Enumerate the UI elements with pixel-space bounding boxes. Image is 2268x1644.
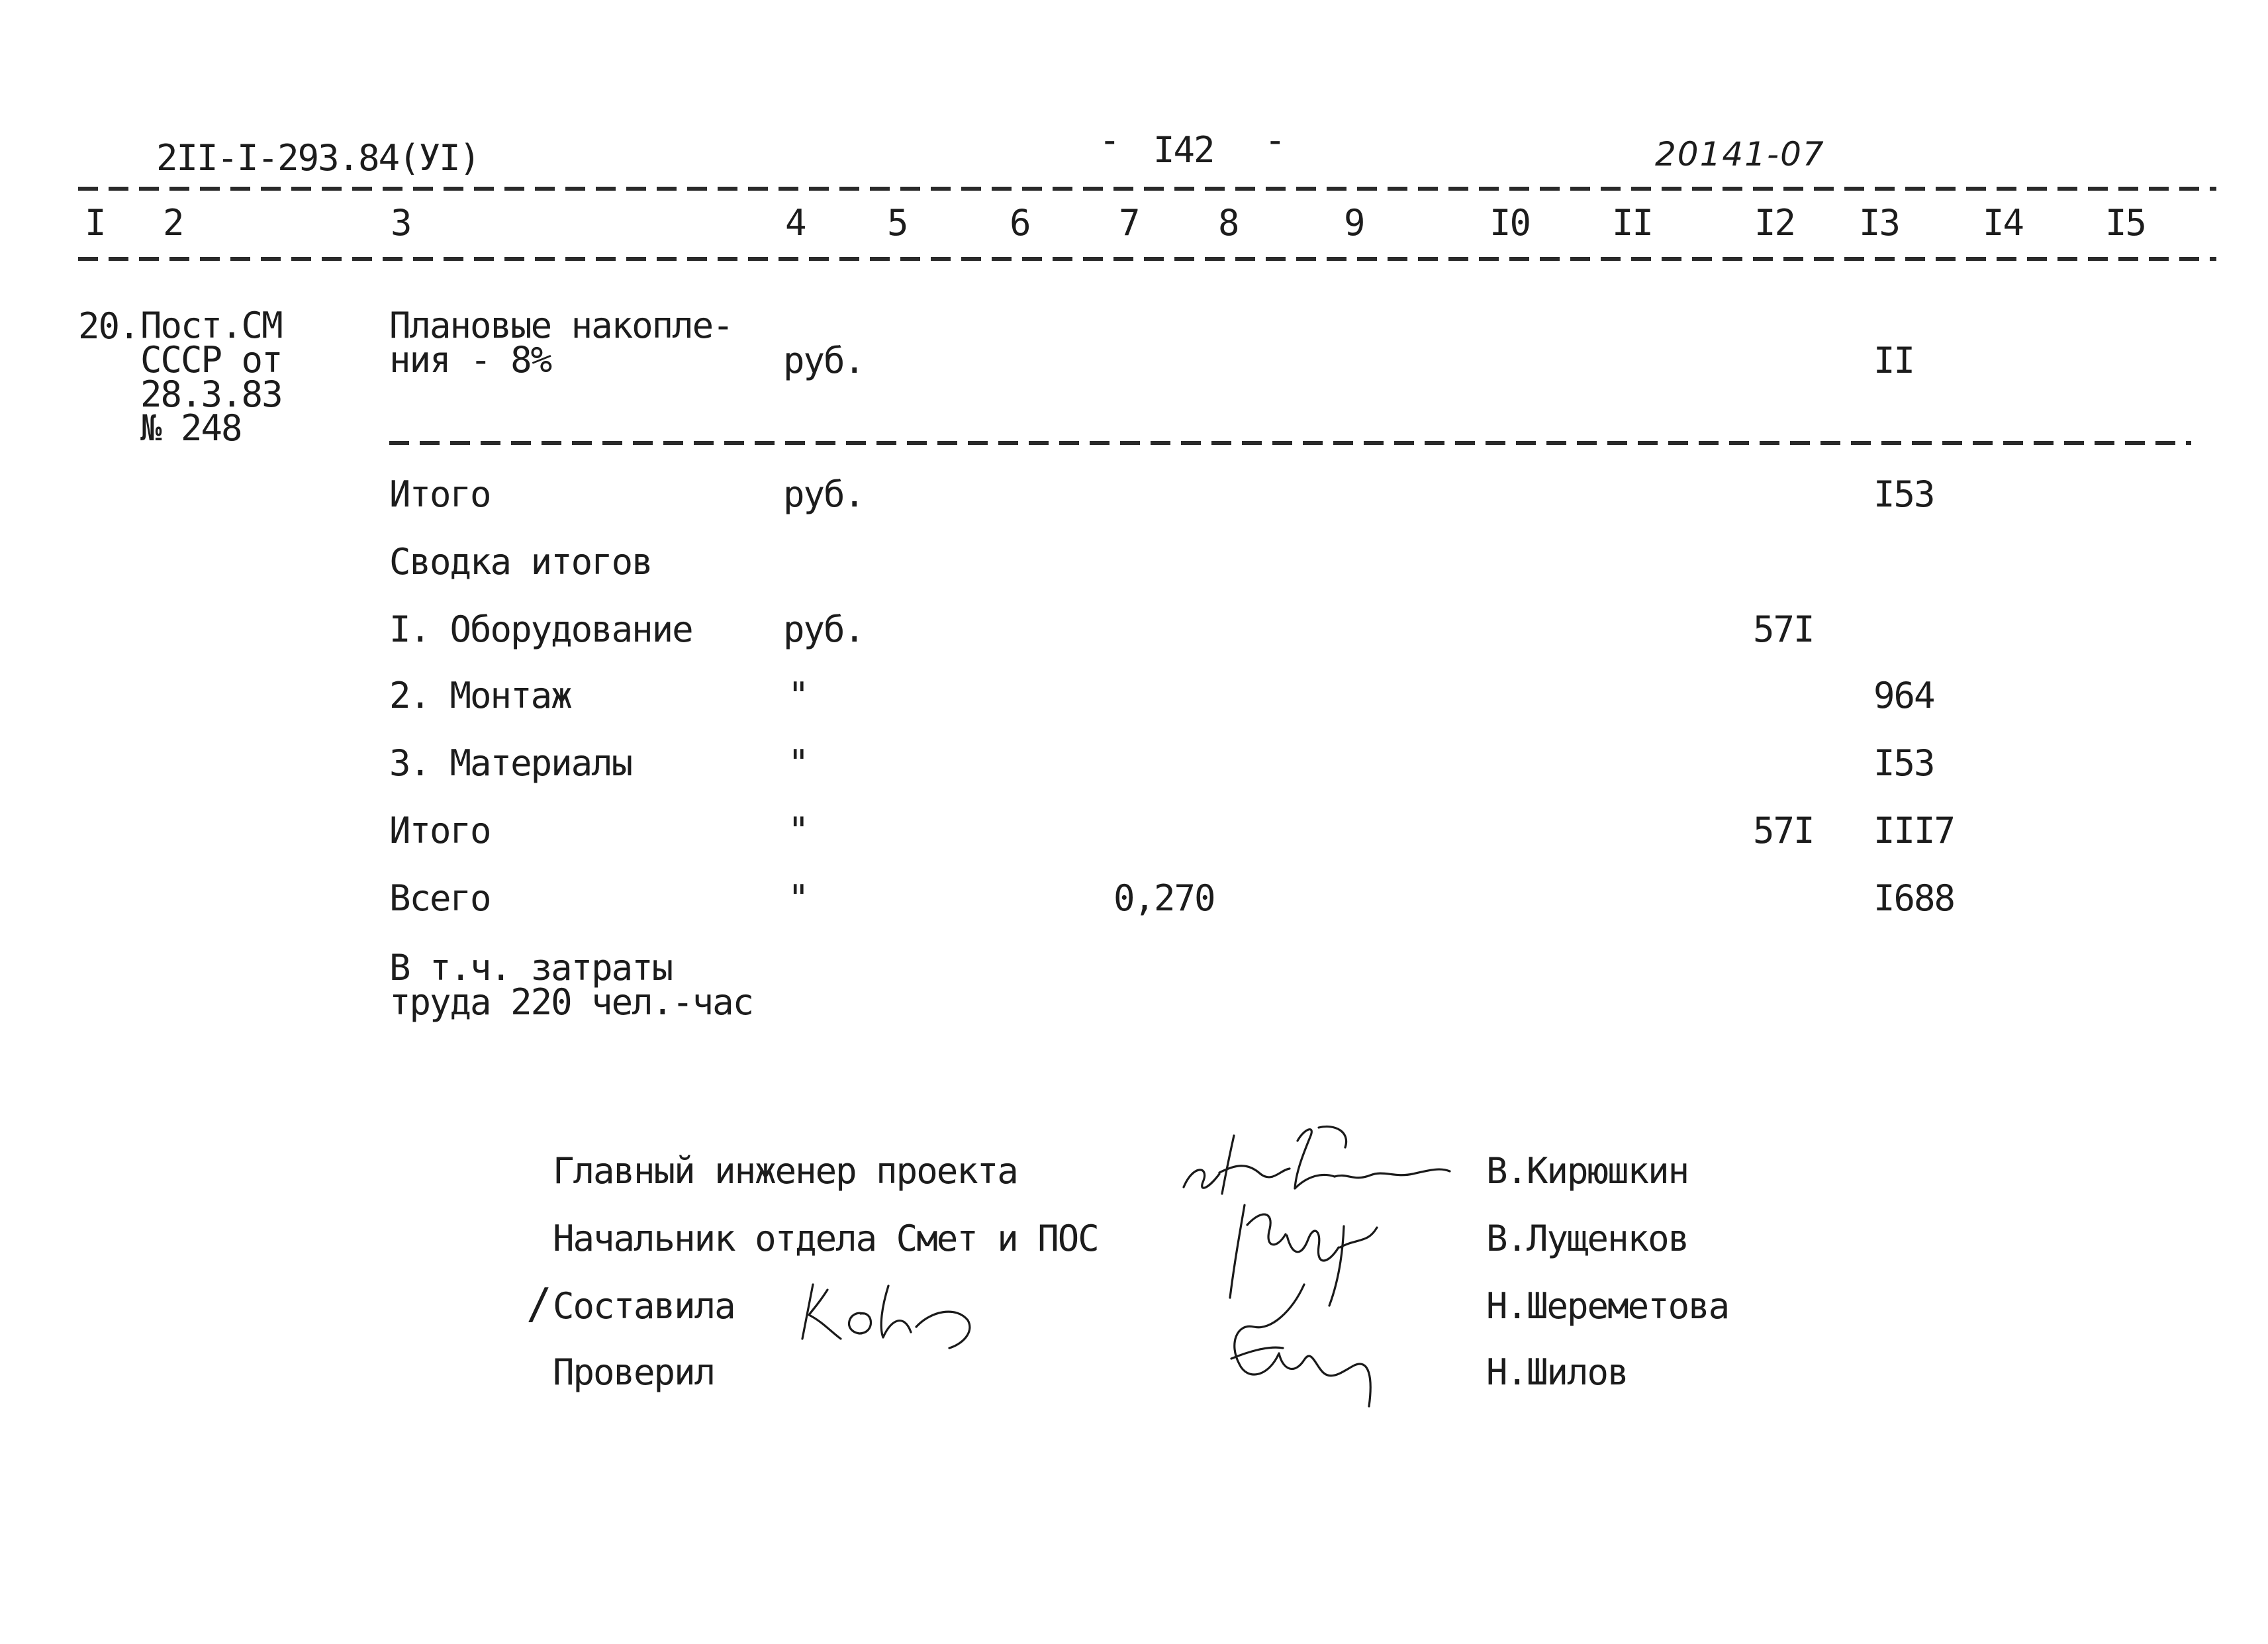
page-dash-right: - (1264, 119, 1285, 161)
page-dash-left: - (1099, 119, 1119, 161)
row-unit: " (788, 877, 808, 919)
column-number: I0 (1489, 202, 1531, 244)
column-number: 3 (391, 202, 411, 244)
compiler-mark: / (526, 1280, 551, 1329)
entry-unit: руб. (783, 340, 865, 381)
row-col13: I53 (1873, 742, 1934, 784)
checker-signature (1205, 1271, 1390, 1417)
row-unit: руб. (783, 473, 865, 515)
signature-name: В.Лущенков (1486, 1218, 1689, 1259)
column-number: 4 (785, 202, 806, 244)
row-unit: " (788, 675, 808, 716)
row-label: Итого (389, 810, 491, 851)
row-label: Всего (389, 877, 491, 919)
column-number: II (1612, 202, 1653, 244)
column-number: 8 (1218, 202, 1239, 244)
row-unit: " (788, 742, 808, 784)
compiler-initials-signature (794, 1271, 980, 1351)
archive-number: 20141-07 (1655, 135, 1825, 173)
page-number: I42 (1153, 129, 1214, 171)
row-unit: " (788, 810, 808, 851)
header-rule-bottom (78, 257, 2216, 261)
row-label: 2. Монтаж (389, 675, 571, 716)
row-label: 3. Материалы (389, 742, 632, 784)
column-number: 9 (1344, 202, 1364, 244)
column-number: I2 (1754, 202, 1795, 244)
column-number: I3 (1859, 202, 1900, 244)
row-col12: 57I (1753, 608, 1814, 650)
labor-note: В т.ч. затраты труда 220 чел.-час (389, 947, 753, 1023)
entry-col13: II (1873, 340, 1914, 381)
signature-name: Н.Шилов (1486, 1351, 1628, 1393)
row-label: Сводка итогов (389, 541, 652, 583)
row-col13: I53 (1873, 473, 1934, 515)
row-label: Итого (389, 473, 491, 515)
column-number: I (85, 202, 105, 244)
column-number: 6 (1010, 202, 1030, 244)
signature-role: Начальник отдела Смет и ПОС (553, 1218, 1098, 1259)
row-unit: руб. (783, 608, 865, 650)
document-code: 2II-I-293.84(УI) (156, 137, 480, 179)
entry-separator (389, 441, 2191, 445)
column-number: 5 (887, 202, 908, 244)
header-rule-top (78, 187, 2216, 191)
row-col13: 964 (1873, 675, 1934, 716)
signature-role: Главный инженер проекта (553, 1150, 1017, 1192)
signature-name: В.Кирюшкин (1486, 1150, 1689, 1192)
signature-role: Составила (553, 1285, 735, 1327)
column-number: I4 (1983, 202, 2024, 244)
entry-basis: Пост.СМ СССР от 28.3.83 № 248 (140, 305, 282, 450)
row-col13: I688 (1873, 877, 1955, 919)
column-number: 2 (163, 202, 183, 244)
entry-number: 20. (78, 305, 139, 347)
row-col7: 0,270 (1113, 877, 1215, 919)
signature-name: Н.Шереметова (1486, 1285, 1729, 1327)
row-label: I. Оборудование (389, 608, 692, 650)
row-col13: III7 (1873, 810, 1955, 851)
entry-name: Плановые накопле- ния - 8% (389, 305, 733, 381)
column-number: I5 (2105, 202, 2146, 244)
row-col12: 57I (1753, 810, 1814, 851)
column-number: 7 (1119, 202, 1139, 244)
signature-role: Проверил (553, 1351, 715, 1393)
